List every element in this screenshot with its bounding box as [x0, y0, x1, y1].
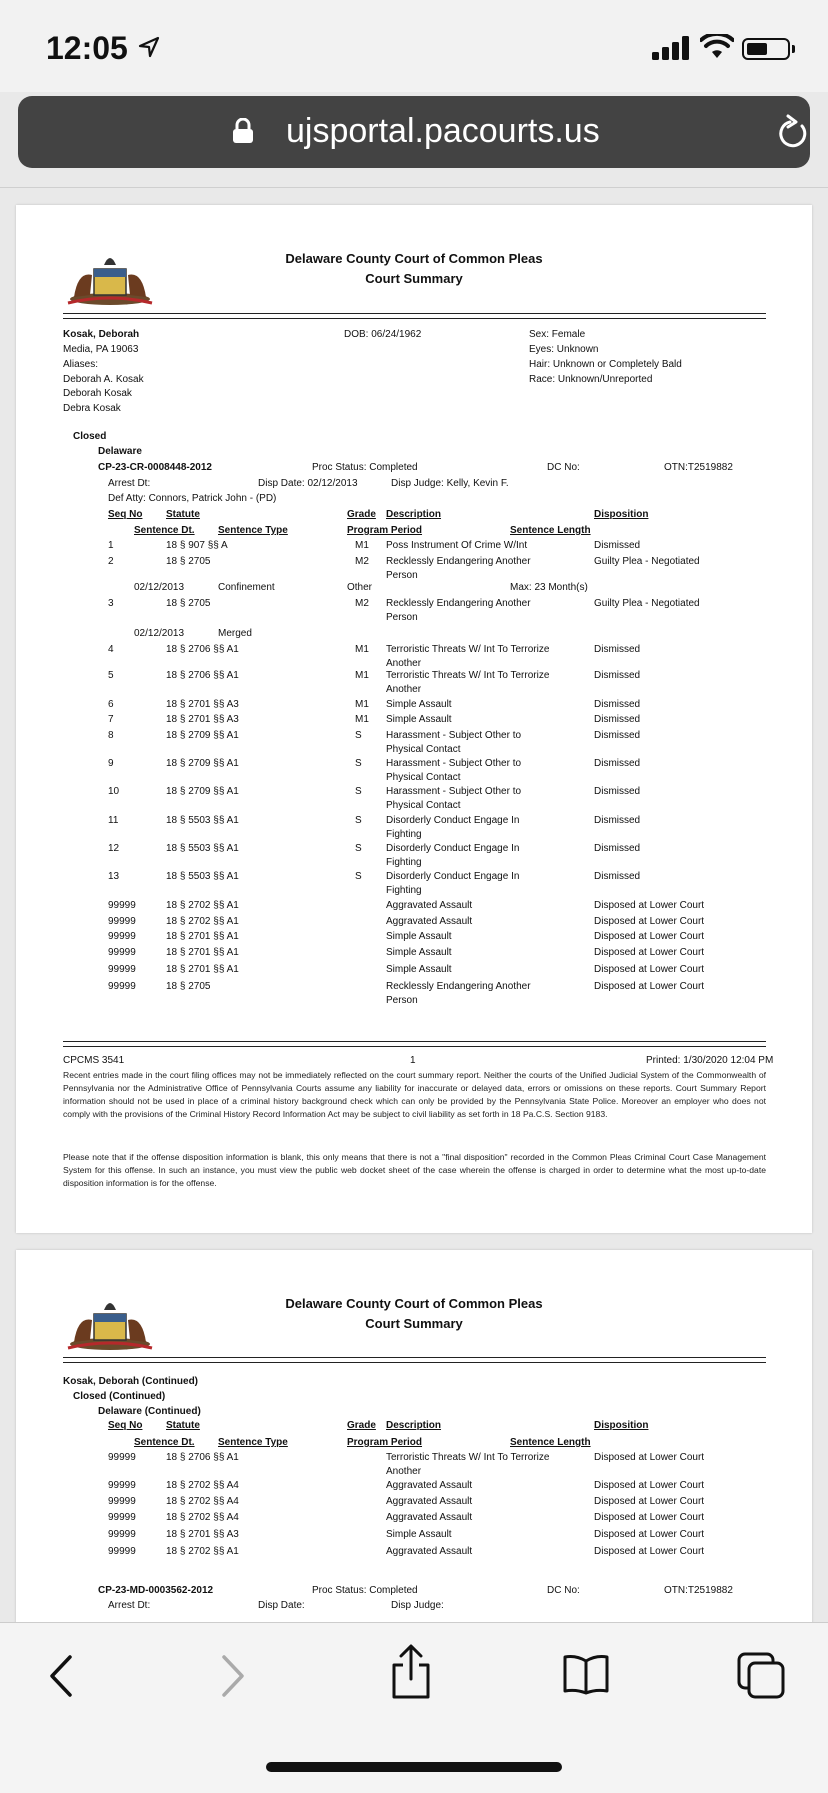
col-disposition: Disposition	[594, 509, 649, 520]
disclaimer-text: Recent entries made in the court filing offices may not be immediately reflected on the court summary report. Neither the courts of the Unified Judicial System of the Commonwealth of Pennsylvania nor the Administrative Office of Pennsylvania Courts assume any liability for inaccurate or delayed data, errors or omissions on these reports. Court Summary Report information should not be used in place of a criminal history background check which can only be provided by the Pennsylvania State Police. Moreover an employer who does not comply with the provisions of the Criminal History Record Information Act may be subject to civil liability as set forth in 18 Pa.C.S. Section 9183.	[63, 1070, 766, 1119]
grade: S	[355, 871, 362, 882]
grade: M1	[355, 670, 369, 681]
seq-no: 99999	[108, 900, 136, 911]
description-cont: Physical Contact	[386, 772, 461, 783]
description-cont: Another	[386, 1466, 422, 1477]
sentence-length: Max: 23 Month(s)	[510, 582, 588, 593]
statute: 18 § 2705	[166, 981, 211, 992]
statute: 18 § 2705	[166, 556, 211, 567]
footer-rule	[63, 1041, 766, 1047]
description: Simple Assault	[386, 947, 452, 958]
col-seq-no: Seq No	[108, 509, 143, 520]
description: Harassment - Subject Other to	[386, 730, 522, 741]
printed-date: Printed: 1/30/2020 12:04 PM	[646, 1055, 774, 1066]
battery-icon	[742, 38, 790, 60]
description: Simple Assault	[386, 699, 452, 710]
defendant-name: Kosak, Deborah	[63, 329, 140, 340]
otn: OTN:T2519882	[664, 462, 733, 473]
seq-no: 99999	[108, 1480, 136, 1491]
disposition: Disposed at Lower Court	[594, 1546, 705, 1557]
dc-no: DC No:	[547, 1585, 580, 1596]
disposition: Disposed at Lower Court	[594, 916, 705, 927]
seq-no: 2	[108, 556, 114, 567]
form-number: CPCMS 3541	[63, 1055, 125, 1066]
race: Race: Unknown/Unreported	[529, 374, 653, 385]
statute: 18 § 2701 §§ A1	[166, 964, 239, 975]
seq-no: 99999	[108, 1452, 136, 1463]
disposition: Dismissed	[594, 699, 641, 710]
statute: 18 § 2706 §§ A1	[166, 644, 239, 655]
arrest-date: Arrest Dt:	[108, 1600, 151, 1611]
statute: 18 § 2706 §§ A1	[166, 1452, 239, 1463]
disposition: Guilty Plea - Negotiated	[594, 556, 700, 567]
statute: 18 § 5503 §§ A1	[166, 871, 239, 882]
disp-judge: Disp Judge: Kelly, Kevin F.	[391, 478, 509, 489]
col-grade: Grade	[347, 1420, 376, 1431]
statute: 18 § 2701 §§ A1	[166, 947, 239, 958]
description-cont: Person	[386, 995, 418, 1006]
seq-no: 8	[108, 730, 114, 741]
description: Terroristic Threats W/ Int To Terrorize	[386, 670, 550, 681]
seq-no: 6	[108, 699, 114, 710]
lock-icon	[232, 118, 254, 144]
col-seq-no: Seq No	[108, 1420, 143, 1431]
description: Aggravated Assault	[386, 900, 473, 911]
status-continued: Closed (Continued)	[73, 1391, 166, 1402]
header-rule	[63, 313, 766, 319]
col-sentence-length: Sentence Length	[510, 525, 591, 536]
seq-no: 99999	[108, 964, 136, 975]
description-cont: Physical Contact	[386, 744, 461, 755]
dc-no: DC No:	[547, 462, 580, 473]
sentence-type: Confinement	[218, 582, 275, 593]
proc-status: Proc Status: Completed	[312, 1585, 418, 1596]
statute: 18 § 2701 §§ A3	[166, 699, 239, 710]
grade: M1	[355, 699, 369, 710]
statute: 18 § 2706 §§ A1	[166, 670, 239, 681]
description: Terroristic Threats W/ Int To Terrorize	[386, 1452, 550, 1463]
col-disposition: Disposition	[594, 1420, 649, 1431]
col-sentence-date: Sentence Dt.	[134, 1437, 195, 1448]
alias: Deborah A. Kosak	[63, 374, 144, 385]
seq-no: 5	[108, 670, 114, 681]
description-cont: Another	[386, 684, 422, 695]
disposition: Disposed at Lower Court	[594, 931, 705, 942]
reload-icon[interactable]	[776, 114, 810, 150]
col-statute: Statute	[166, 1420, 200, 1431]
statute: 18 § 2701 §§ A3	[166, 1529, 239, 1540]
description: Aggravated Assault	[386, 1546, 473, 1557]
description: Disorderly Conduct Engage In	[386, 871, 520, 882]
col-description: Description	[386, 509, 442, 520]
tabs-icon[interactable]	[736, 1651, 786, 1699]
defendant-continued: Kosak, Deborah (Continued)	[63, 1376, 199, 1387]
sentence-date: 02/12/2013	[134, 582, 185, 593]
description: Aggravated Assault	[386, 1480, 473, 1491]
divider	[0, 187, 828, 188]
document-subtitle: Court Summary	[365, 1316, 463, 1331]
statute: 18 § 2702 §§ A1	[166, 1546, 239, 1557]
hair: Hair: Unknown or Completely Bald	[529, 359, 682, 370]
description: Poss Instrument Of Crime W/Int	[386, 540, 528, 551]
statute: 18 § 907 §§ A	[166, 540, 228, 551]
cellular-signal-icon	[652, 36, 692, 60]
statute: 18 § 2701 §§ A1	[166, 931, 239, 942]
header-rule	[63, 1357, 766, 1363]
seq-no: 1	[108, 540, 114, 551]
disposition: Dismissed	[594, 758, 641, 769]
description: Aggravated Assault	[386, 1496, 473, 1507]
description: Simple Assault	[386, 931, 452, 942]
seq-no: 99999	[108, 916, 136, 927]
document-title: Delaware County Court of Common Pleas	[285, 251, 543, 266]
disposition: Dismissed	[594, 871, 641, 882]
program-period: Other	[347, 582, 373, 593]
disposition: Dismissed	[594, 714, 641, 725]
disposition: Disposed at Lower Court	[594, 1496, 705, 1507]
grade: M1	[355, 540, 369, 551]
defendant-address: Media, PA 19063	[63, 344, 139, 355]
seq-no: 3	[108, 598, 114, 609]
location-arrow-icon	[138, 36, 160, 58]
statute: 18 § 2709 §§ A1	[166, 786, 239, 797]
col-sentence-type: Sentence Type	[218, 1437, 288, 1448]
description-cont: Another	[386, 658, 422, 669]
document-subtitle: Court Summary	[365, 271, 463, 286]
seq-no: 99999	[108, 931, 136, 942]
col-program-period: Program Period	[347, 525, 423, 536]
document-page-2	[16, 1250, 812, 1630]
description: Simple Assault	[386, 1529, 452, 1540]
otn: OTN:T2519882	[664, 1585, 733, 1596]
col-grade: Grade	[347, 509, 376, 520]
seq-no: 99999	[108, 1529, 136, 1540]
disposition: Dismissed	[594, 843, 641, 854]
disposition: Dismissed	[594, 540, 641, 551]
seq-no: 99999	[108, 981, 136, 992]
docket-number: CP-23-MD-0003562-2012	[98, 1585, 214, 1596]
seq-no: 99999	[108, 1512, 136, 1523]
address-bar[interactable]	[18, 96, 810, 168]
county: Delaware	[98, 446, 142, 457]
description: Aggravated Assault	[386, 916, 473, 927]
description: Simple Assault	[386, 964, 452, 975]
seq-no: 11	[108, 815, 119, 826]
description: Harassment - Subject Other to	[386, 758, 522, 769]
description-cont: Person	[386, 612, 418, 623]
statute: 18 § 2702 §§ A1	[166, 900, 239, 911]
grade: S	[355, 758, 362, 769]
disposition: Disposed at Lower Court	[594, 1452, 705, 1463]
statute: 18 § 5503 §§ A1	[166, 815, 239, 826]
docket-number: CP-23-CR-0008448-2012	[98, 462, 212, 473]
description: Disorderly Conduct Engage In	[386, 815, 520, 826]
col-program-period: Program Period	[347, 1437, 423, 1448]
aliases-label: Aliases:	[63, 359, 99, 370]
description: Recklessly Endangering Another	[386, 556, 531, 567]
seq-no: 12	[108, 843, 120, 854]
page-number: 1	[410, 1055, 416, 1066]
disposition: Dismissed	[594, 730, 641, 741]
seq-no: 4	[108, 644, 114, 655]
eyes: Eyes: Unknown	[529, 344, 599, 355]
seq-no: 9	[108, 758, 114, 769]
description-cont: Person	[386, 570, 418, 581]
disposition: Disposed at Lower Court	[594, 900, 705, 911]
statute: 18 § 5503 §§ A1	[166, 843, 239, 854]
defense-attorney: Def Atty: Connors, Patrick John - (PD)	[108, 493, 277, 504]
disposition: Disposed at Lower Court	[594, 1512, 705, 1523]
grade: S	[355, 786, 362, 797]
grade: S	[355, 730, 362, 741]
description: Terroristic Threats W/ Int To Terrorize	[386, 644, 550, 655]
description: Aggravated Assault	[386, 1512, 473, 1523]
col-sentence-date: Sentence Dt.	[134, 525, 195, 536]
statute: 18 § 2702 §§ A4	[166, 1512, 239, 1523]
seq-no: 99999	[108, 1546, 136, 1557]
col-sentence-length: Sentence Length	[510, 1437, 591, 1448]
disposition: Disposed at Lower Court	[594, 947, 705, 958]
disposition: Dismissed	[594, 644, 641, 655]
seq-no: 99999	[108, 1496, 136, 1507]
sentence-date: 02/12/2013	[134, 628, 185, 639]
description-cont: Fighting	[386, 885, 422, 896]
forward-icon[interactable]	[216, 1651, 250, 1701]
disposition: Disposed at Lower Court	[594, 1529, 705, 1540]
disp-date: Disp Date: 02/12/2013	[258, 478, 358, 489]
arrest-date: Arrest Dt:	[108, 478, 151, 489]
book-icon[interactable]	[562, 1653, 610, 1695]
statute: 18 § 2709 §§ A1	[166, 730, 239, 741]
home-indicator	[266, 1762, 562, 1772]
statute: 18 § 2702 §§ A1	[166, 916, 239, 927]
description: Disorderly Conduct Engage In	[386, 843, 520, 854]
seq-no: 10	[108, 786, 120, 797]
col-sentence-type: Sentence Type	[218, 525, 288, 536]
disposition: Guilty Plea - Negotiated	[594, 598, 700, 609]
grade: M2	[355, 556, 369, 567]
seq-no: 7	[108, 714, 114, 725]
dob: DOB: 06/24/1962	[344, 329, 422, 340]
description: Recklessly Endangering Another	[386, 598, 531, 609]
statute: 18 § 2709 §§ A1	[166, 758, 239, 769]
seq-no: 13	[108, 871, 120, 882]
wifi-icon	[700, 34, 734, 60]
disposition: Disposed at Lower Court	[594, 981, 705, 992]
url-text: ujsportal.pacourts.us	[286, 112, 600, 150]
status-bar	[0, 0, 828, 92]
sex: Sex: Female	[529, 329, 586, 340]
document-title: Delaware County Court of Common Pleas	[285, 1296, 543, 1311]
statute: 18 § 2701 §§ A3	[166, 714, 239, 725]
description-cont: Fighting	[386, 829, 422, 840]
share-icon[interactable]	[388, 1643, 434, 1701]
grade: M1	[355, 644, 369, 655]
disposition: Dismissed	[594, 815, 641, 826]
description: Harassment - Subject Other to	[386, 786, 522, 797]
alias: Deborah Kosak	[63, 388, 132, 399]
statute: 18 § 2702 §§ A4	[166, 1496, 239, 1507]
proc-status: Proc Status: Completed	[312, 462, 418, 473]
disposition: Dismissed	[594, 670, 641, 681]
disp-date: Disp Date:	[258, 1600, 305, 1611]
sentence-type: Merged	[218, 628, 252, 639]
grade: S	[355, 843, 362, 854]
disposition-note: Please note that if the offense disposition information is blank, this only means that there is not a "final disposition" recorded in the Common Pleas Criminal Court Case Management System for this offense. In such an instance, you must view the public web docket sheet of the case wherein the offense is charged in order to determine what the most up-to-date disposition information is for the offense.	[63, 1152, 766, 1188]
grade: M2	[355, 598, 369, 609]
seq-no: 99999	[108, 947, 136, 958]
disp-judge: Disp Judge:	[391, 1600, 444, 1611]
disposition: Dismissed	[594, 786, 641, 797]
description: Simple Assault	[386, 714, 452, 725]
description-cont: Fighting	[386, 857, 422, 868]
description-cont: Physical Contact	[386, 800, 461, 811]
disposition: Disposed at Lower Court	[594, 964, 705, 975]
disposition: Disposed at Lower Court	[594, 1480, 705, 1491]
col-statute: Statute	[166, 509, 200, 520]
description: Recklessly Endangering Another	[386, 981, 531, 992]
document-page-1	[16, 205, 812, 1233]
statute: 18 § 2705	[166, 598, 211, 609]
alias: Debra Kosak	[63, 403, 121, 414]
battery-tip	[792, 45, 795, 53]
statute: 18 § 2702 §§ A4	[166, 1480, 239, 1491]
grade: S	[355, 815, 362, 826]
grade: M1	[355, 714, 369, 725]
back-icon[interactable]	[44, 1651, 78, 1701]
county-continued: Delaware (Continued)	[98, 1406, 201, 1417]
clock: 12:05	[46, 30, 128, 66]
case-status: Closed	[73, 431, 107, 442]
col-description: Description	[386, 1420, 442, 1431]
